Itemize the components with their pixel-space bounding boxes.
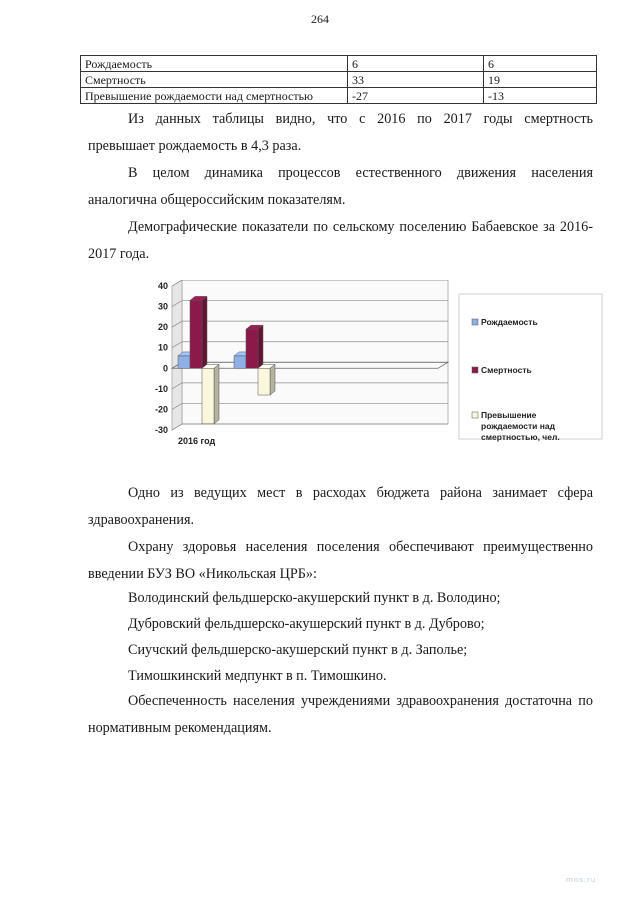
paragraph-chart-caption: Демографические показатели по сельскому поселению Бабаевское за 2016-2017 года. <box>88 219 593 262</box>
demographic-table <box>80 55 597 104</box>
bar <box>234 356 246 368</box>
bar <box>246 329 258 368</box>
paragraph-healthcare-providers: Охрану здоровья населения поселения обеспечивают преимущественно введении БУЗ ВО «Никольская ЦРБ»: <box>88 539 593 582</box>
table-row <box>81 88 597 104</box>
table-row <box>81 72 597 88</box>
table-cell: 6 <box>348 56 484 72</box>
table-cell: Смертность <box>81 72 348 88</box>
list-item: Володинский фельдшерско-акушерский пункт в д. Володино; <box>128 590 501 606</box>
bar-side <box>214 364 219 424</box>
bar-side <box>202 296 207 368</box>
paragraph-healthcare-budget: Одно из ведущих мест в расходах бюджета района занимает сфера здравоохранения. <box>88 485 593 528</box>
paragraph-table-conclusion-line1: Из данных таблицы видно, что с 2016 по 2017 годы смертность <box>128 111 593 127</box>
paragraph-dynamics: В целом динамика процессов естественного движения населения аналогична общероссийским показателям. <box>88 165 593 208</box>
bar-side <box>258 325 263 368</box>
paragraph-table-conclusion-line2: превышает рождаемость в 4,3 раза. <box>88 138 302 154</box>
table-cell: Превышение рождаемости над смертностью <box>81 88 348 104</box>
legend-swatch <box>472 412 478 418</box>
table-cell: -13 <box>484 88 597 104</box>
y-tick-label: 0 <box>162 363 168 374</box>
y-tick-label: 10 <box>157 342 168 353</box>
bar <box>202 368 214 424</box>
table-row <box>81 56 597 72</box>
table-cell: 6 <box>484 56 597 72</box>
y-tick-label: -10 <box>154 383 168 394</box>
table-cell: 19 <box>484 72 597 88</box>
list-item: Дубровский фельдшерско-акушерский пункт в д. Дуброво; <box>128 616 485 632</box>
y-tick-label: -20 <box>154 404 168 415</box>
page-number: 264 <box>311 12 329 26</box>
plot-back-wall <box>182 280 448 424</box>
legend-label: Рождаемость <box>481 317 538 327</box>
legend-label: Превышение рождаемости над смертностью, чел. <box>481 410 560 442</box>
table-cell: Рождаемость <box>81 56 348 72</box>
legend-swatch <box>472 319 478 325</box>
list-item: Тимошкинский медпункт в п. Тимошкино. <box>128 668 387 684</box>
table-cell: -27 <box>348 88 484 104</box>
paragraph-provision: Обеспеченность населения учреждениями здравоохранения достаточна по нормативным рекомендациям. <box>88 693 593 736</box>
footer-watermark: mos.ru <box>566 876 597 884</box>
table-cell: 33 <box>348 72 484 88</box>
y-tick-label: 40 <box>157 281 168 291</box>
bar-side <box>270 364 275 395</box>
y-tick-label: 20 <box>157 322 168 333</box>
legend-swatch <box>472 367 478 373</box>
y-tick-label: -30 <box>154 425 168 435</box>
bar <box>190 300 202 368</box>
demographics-chart <box>140 280 610 462</box>
gridline <box>172 424 448 430</box>
list-item: Сиучский фельдшерско-акушерский пункт в д. Заполье; <box>128 642 468 658</box>
bar <box>258 368 270 395</box>
legend-label: Смертность <box>481 365 532 375</box>
y-tick-label: 30 <box>157 301 168 312</box>
x-category-label: 2016 год <box>178 436 216 446</box>
bar <box>178 356 190 368</box>
